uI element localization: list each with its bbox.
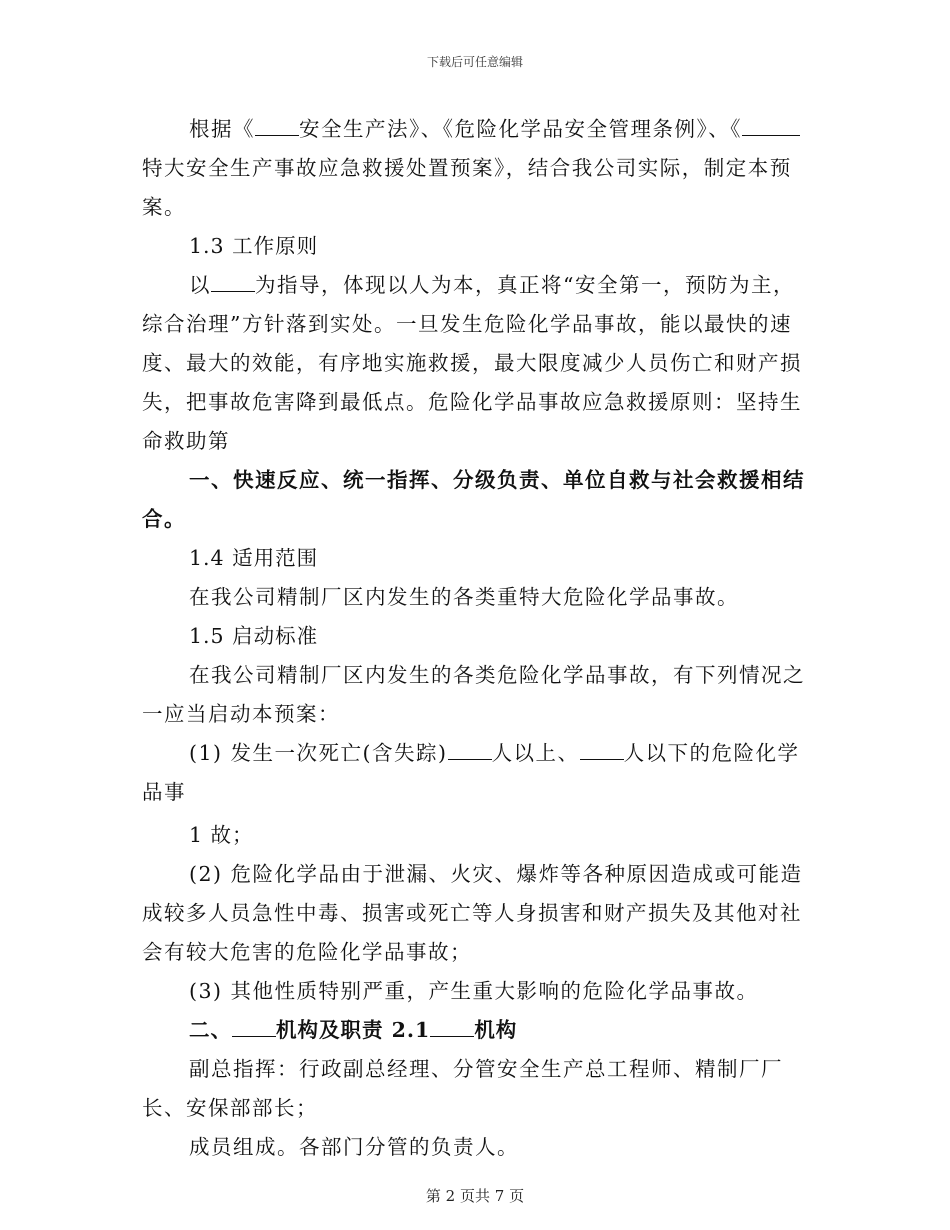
paragraph-principles xyxy=(142,266,808,461)
text-span: 安全生产法》、《危险化学品安全管理条例》、《 xyxy=(299,117,742,141)
paragraph-criteria-item-3: (3) 其他性质特别严重，产生重大影响的危险化学品事故。 xyxy=(189,979,759,1003)
section-heading-1-3: 1.3 工作原则 xyxy=(189,234,319,258)
text-span: 机构 xyxy=(474,1018,518,1042)
paragraph-principles-cont: 一、快速反应、统一指挥、分级负责、单位自救与社会救援相结合。 xyxy=(142,468,805,531)
text-span: 人以上、 xyxy=(491,741,580,765)
document-body xyxy=(142,110,808,1167)
text-span: 根据《 xyxy=(189,117,255,141)
section-heading-1-4: 1.4 适用范围 xyxy=(189,546,319,570)
paragraph-basis xyxy=(142,110,808,227)
fill-blank xyxy=(232,1018,276,1037)
paragraph-criteria: 在我公司精制厂区内发生的各类危险化学品事故，有下列情况之一应当启动本预案： xyxy=(142,663,805,726)
text-span: 以 xyxy=(189,273,211,297)
text-span: 二、 xyxy=(189,1018,232,1042)
text-span: 人以下的危险化学品事 xyxy=(142,741,800,804)
text-span: 机构及职责 2.1 xyxy=(276,1018,431,1042)
section-heading-2 xyxy=(142,1011,808,1050)
text-span: 为指导，体现以人为本，真正将“安全第一，预防为主，综合治理”方针落到实处。一旦发生危险化学品事故，能以最快的速度、最大的效能，有序地实施救援，最大限度减少人员伤亡和财产损失，把事故危害降到最低点。危险化学品事故应急救援原则：坚持生命救助第 xyxy=(142,273,802,453)
fill-blank xyxy=(742,117,800,136)
page-header: 下载后可任意编辑 xyxy=(426,55,523,69)
paragraph-criteria-item-1-cont: 1 故； xyxy=(189,823,254,847)
paragraph-criteria-item-1 xyxy=(142,734,808,812)
fill-blank xyxy=(211,273,255,292)
paragraph-members: 成员组成。各部门分管的负责人。 xyxy=(189,1135,519,1159)
text-span: (1) 发生一次死亡(含失踪) xyxy=(189,741,448,765)
paragraph-scope: 在我公司精制厂区内发生的各类重特大危险化学品事故。 xyxy=(189,585,739,609)
text-span: 特大安全生产事故应急救援处置预案》，结合我公司实际，制定本预案。 xyxy=(142,156,792,219)
fill-blank xyxy=(580,741,624,760)
paragraph-criteria-item-2: (2) 危险化学品由于泄漏、火灾、爆炸等各种原因造成或可能造成较多人员急性中毒、损害或死亡等人身损害和财产损失及其他对社会有较大危害的危险化学品事故； xyxy=(142,862,803,964)
fill-blank xyxy=(448,741,492,760)
section-heading-1-5: 1.5 启动标准 xyxy=(189,624,319,648)
fill-blank xyxy=(255,117,299,136)
paragraph-deputy-commander: 副总指挥：行政副总经理、分管安全生产总工程师、精制厂厂长、安保部部长； xyxy=(142,1057,783,1120)
page-footer: 第 2 页共 7 页 xyxy=(425,1187,525,1205)
fill-blank xyxy=(430,1018,474,1037)
